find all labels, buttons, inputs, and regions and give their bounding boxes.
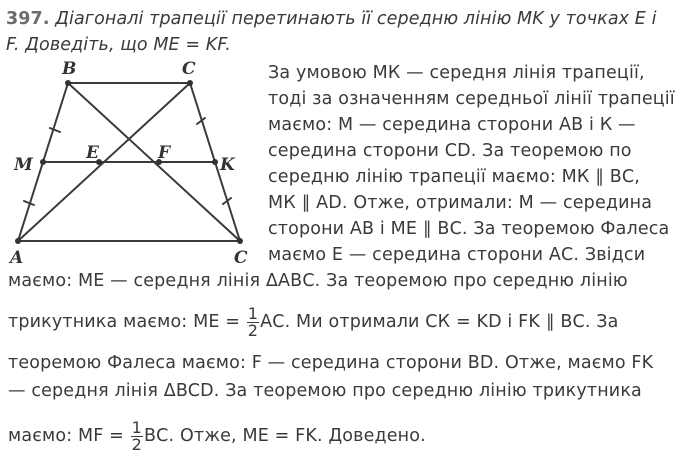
point-m: [40, 159, 46, 165]
label-a: A: [10, 248, 24, 268]
point-b: [65, 80, 71, 86]
solution-line-with-fraction: [8, 300, 619, 344]
solution-line: середина сторони CD. За теоремою по: [268, 141, 632, 161]
solution-line: За умовою МК — середня лінія трапеції,: [268, 63, 645, 83]
fraction-numerator: 1: [247, 303, 259, 323]
solution-line: МК ∥ AD. Отже, отримали: М — середина: [268, 193, 653, 213]
tick-mark: [50, 128, 60, 132]
text: маємо: MF =: [8, 426, 130, 446]
point-c: [187, 80, 193, 86]
point-d: [237, 238, 243, 244]
solution-line: маємо: ME — середня лінія ΔАВС. За теоремою про середню лінію: [8, 271, 628, 291]
label-m: M: [14, 155, 33, 175]
problem-statement: [6, 6, 686, 58]
point-k: [212, 159, 218, 165]
solution-line: середню лінію трапеції маємо: МК ∥ ВС,: [268, 167, 640, 187]
fraction-numerator: 1: [131, 417, 142, 437]
label-c-bottom: C: [234, 248, 248, 268]
fraction-one-half: [247, 303, 259, 340]
label-k: K: [220, 155, 235, 175]
solution-line: тоді за означенням середньої лінії трапеції: [268, 89, 675, 109]
solution-line: — середня лінія ΔBCD. За теоремою про середню лінію трикутника: [8, 381, 642, 401]
fraction-denominator: 2: [131, 434, 142, 454]
solution-line-with-fraction: [8, 414, 426, 458]
solution-line: теоремою Фалеса маємо: F — середина сторони BD. Отже, маємо FK: [8, 353, 654, 373]
solution-line: маємо Е — середина сторони АС. Звідси: [268, 245, 646, 265]
fraction-denominator: 2: [247, 320, 259, 340]
text: АС. Ми отримали СК = KD і FK ∥ ВС. За: [260, 312, 619, 332]
fraction-one-half: [131, 417, 143, 454]
label-b: B: [62, 59, 77, 79]
solution-line: маємо: М — середина сторони АВ і К —: [268, 115, 636, 135]
label-f: F: [158, 143, 171, 163]
label-c-top: C: [182, 59, 196, 79]
problem-text-line-1: Діагоналі трапеції перетинають її середню лінію MK у точках E і: [49, 9, 657, 29]
label-e: E: [86, 143, 99, 163]
text: трикутника маємо: ME =: [8, 312, 246, 332]
text: ВС. Отже, ME = FK. Доведено.: [144, 426, 426, 446]
solution-line: сторони АВ і ME ∥ ВС. За теоремою Фалеса: [268, 219, 670, 239]
problem-text-line-2: F. Доведіть, що ME = KF.: [6, 35, 231, 55]
point-a: [15, 238, 21, 244]
trapezoid-figure: [4, 58, 260, 268]
problem-number: 397.: [6, 9, 50, 29]
